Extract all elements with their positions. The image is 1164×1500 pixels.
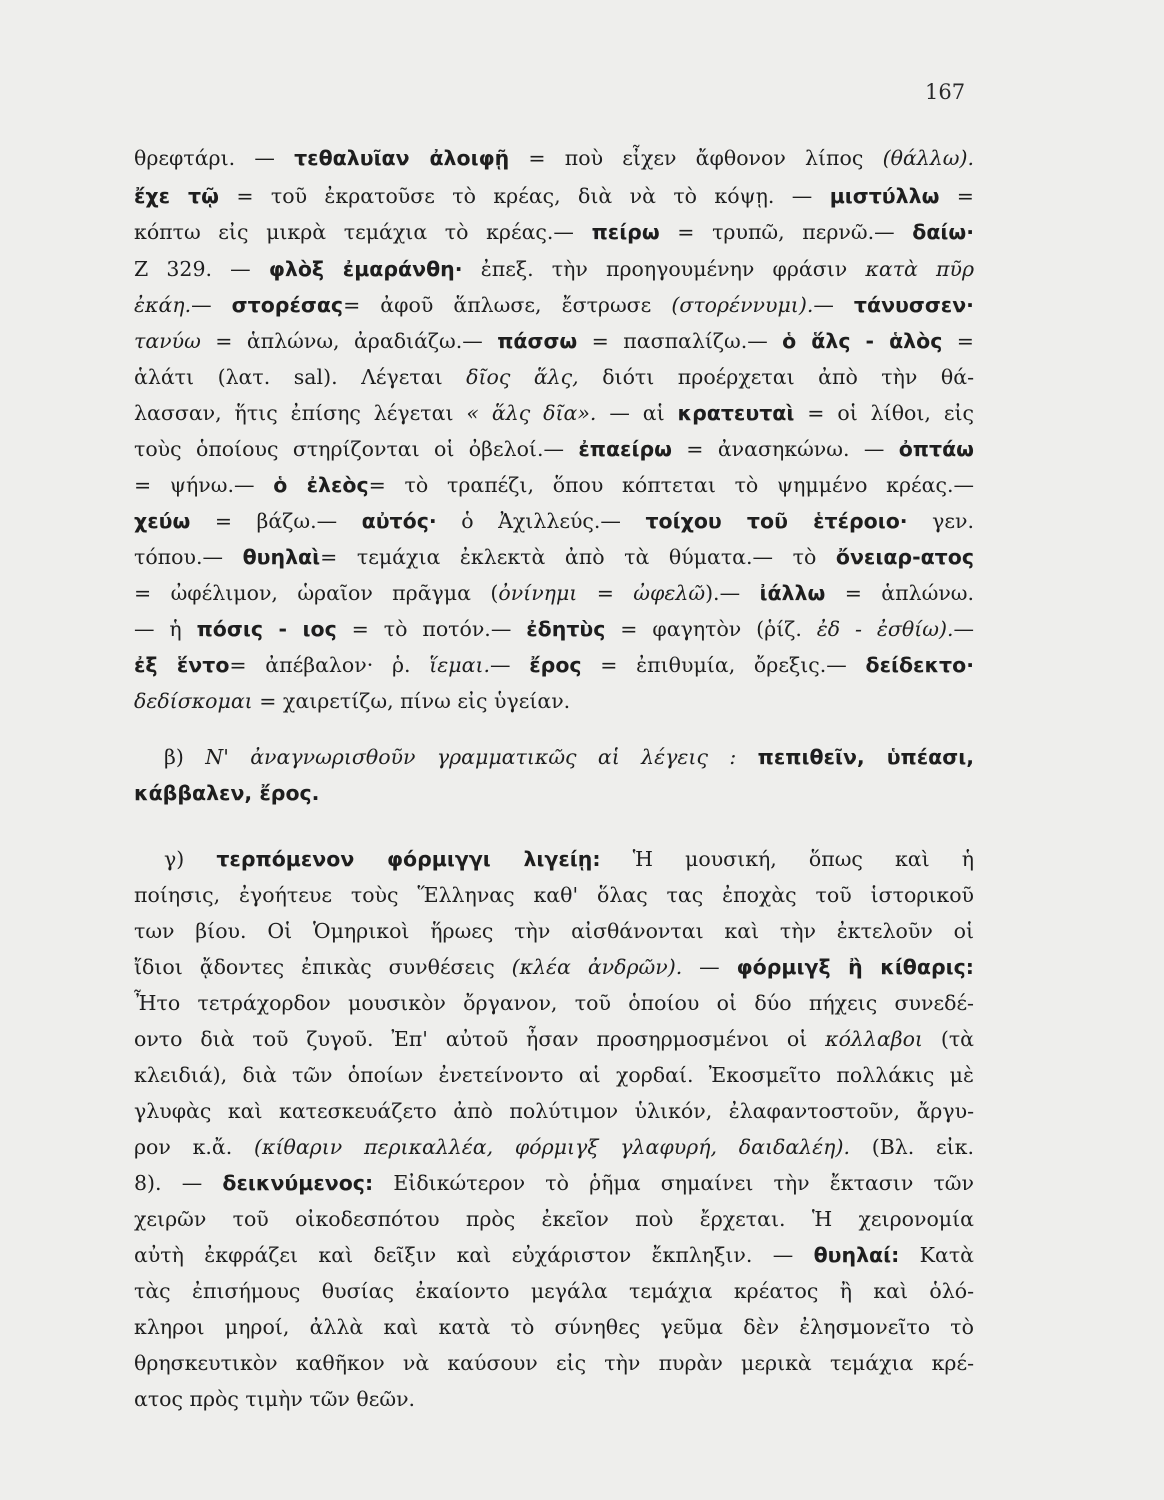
text-line [134,578,974,608]
body-text: ὁ Ἀχιλλεύς.— [436,509,646,533]
text-line [134,614,974,644]
headword: ὄνειαρ-ατος [835,545,974,569]
headword: κάββαλεν, ἔρος. [134,781,320,805]
text-line [134,1060,974,1090]
body-text: ατος πρὸς τιμὴν τῶν θεῶν. [134,1387,416,1411]
body-text: — [490,653,530,677]
headword: τοίχου τοῦ ἑτέροιο· [645,509,908,533]
italic-text: (στορέννυμι). [671,293,814,317]
text-line [134,1276,974,1306]
body-text: ρον κ.ἄ. [134,1135,255,1159]
italic-text: ἐδ - ἐσθίω). [816,617,954,641]
body-text: θρησκευτικὸν καθῆκον νὰ καύσουν εἰς τὴν πυρὰν μερικὰ τεμάχια κρέ- [134,1351,974,1375]
text-line [134,916,974,946]
body-text: = τοῦ ἐκρατοῦσε τὸ κρέας, διὰ νὰ τὸ κόψῃ. — [218,184,830,208]
body-text: = ψήνω.— [134,473,274,497]
body-text: των βίου. Οἱ Ὁμηρικοὶ ἥρωες τὴν αἰσθάνονται καὶ τὴν ἐκτελοῦν οἱ [134,919,974,943]
body-text: = ἀπέβαλον· ῥ. [229,653,430,677]
italic-text: ἐκάη. [134,293,192,317]
body-text: = οἱ λίθοι, εἰς [794,401,974,425]
body-text: γλυφὰς καὶ κατεσκευάζετο ἀπὸ πολύτιμον ὑλικόν, ἐλαφαντοστοῦν, ἄργυ- [134,1099,974,1123]
text-line [134,1132,974,1162]
headword: πεπιθεῖν, ὑπέασι, [757,745,974,769]
body-text: οντο διὰ τοῦ ζυγοῦ. Ἐπ' αὐτοῦ ἦσαν προσηρμοσμένοι οἱ [134,1027,826,1051]
text-line [134,217,974,247]
body-text: θρεφτάρι. — [134,146,295,170]
body-text: — [813,293,854,317]
body-text: = πασπαλίζω.— [577,329,783,353]
body-text: ).— [705,581,760,605]
body-text: διότι προέρχεται ἀπὸ τὴν θά- [578,365,974,389]
text-line [134,290,974,320]
headword: κρατευταὶ [677,401,795,425]
text-line [134,1204,974,1234]
text-line [134,470,974,500]
headword: θυηλαὶ [242,545,321,569]
body-text: = [939,184,974,208]
body-text: κληροι μηροί, ἀλλὰ καὶ κατὰ τὸ σύνηθες γεῦμα δὲν ἐλησμονεῖτο τὸ [134,1315,974,1339]
body-text: Κατὰ [899,1243,974,1267]
headword: ἐπαείρω [578,437,672,461]
body-text: ἁλάτι (λατ. sal). Λέγεται [134,365,467,389]
body-text: ἐπεξ. τὴν προηγουμένην φράσιν [462,257,866,281]
text-line [134,650,974,680]
body-text: = τεμάχια ἐκλεκτὰ ἀπὸ τὰ θύματα.— τὸ [320,545,836,569]
body-text: γεν. [907,509,974,533]
headword: πείρω [591,220,660,244]
headword: αὐτός· [361,509,437,533]
body-text: (Βλ. εἰκ. [849,1135,974,1159]
headword: δαίω· [912,220,974,244]
text-line [134,1384,974,1414]
text-line [134,506,974,536]
body-text: ἴδιοι ᾄδοντες ἐπικὰς συνθέσεις [134,955,512,979]
body-text: τόπου.— [134,545,243,569]
body-text: = τρυπῶ, περνῶ.— [659,220,913,244]
body-text: = βάζω.— [190,509,362,533]
headword: τάνυσσεν· [853,293,974,317]
headword: δείδεκτο· [865,653,974,677]
italic-text: ὀνίνημι = ὠφελῶ [498,581,706,605]
text-line [134,362,974,392]
headword: ἰάλλω [759,581,826,605]
headword: μιστύλλω [829,184,940,208]
headword: πόσις - ιος [196,617,337,641]
italic-text: δῖος ἅλς, [466,365,579,389]
body-text: 8). — [134,1171,223,1195]
body-text: = τὸ τραπέζι, ὅπου κόπτεται τὸ ψημμένο κρέας.— [368,473,974,497]
headword: ὀπτάω [898,437,974,461]
body-text: = ἁπλώνω. [825,581,974,605]
headword: φλὸξ ἐμαράνθη· [268,257,463,281]
text-line [164,742,974,772]
body-text: — ἡ [134,617,197,641]
body-text: = ποὺ εἶχεν ἄφθονον λίπος [509,146,883,170]
body-text: Ζ 329. — [134,257,269,281]
body-text: Εἰδικώτερον τὸ ῥῆμα σημαίνει τὴν ἔκτασιν τῶν [373,1171,974,1195]
body-text: λασσαν, ἥτις ἐπίσης λέγεται [134,401,467,425]
headword: ἔρος [529,653,582,677]
body-text: = ἁπλώνω, ἀραδιάζω.— [200,329,498,353]
text-line [134,1312,974,1342]
text-line [134,686,974,716]
text-line [134,988,974,1018]
body-text: = ἀφοῦ ἅπλωσε, ἔστρωσε [343,293,672,317]
headword: στορέσας [231,293,344,317]
body-text: γ) [164,847,217,871]
page-number: 167 [925,80,966,104]
body-text [736,745,757,769]
body-text: = χαιρετίζω, πίνω εἰς ὑγείαν. [252,689,571,713]
text-line [134,542,974,572]
text-line [134,254,974,284]
body-text: αὐτὴ ἐκφράζει καὶ δεῖξιν καὶ εὐχάριστον ἔκπληξιν. — [134,1243,814,1267]
italic-text: τανύω [134,329,201,353]
body-text: τὰς ἐπισήμους θυσίας ἐκαίοντο μεγάλα τεμάχια κρέατος ἢ καὶ ὁλό- [134,1279,974,1303]
text-line [164,844,974,874]
headword: τερπόμενον φόρμιγγι λιγείῃ: [216,847,601,871]
body-text: = [942,329,974,353]
body-text: — [191,293,232,317]
text-line [134,1168,974,1198]
text-line [134,181,974,211]
headword: δεικνύμενος: [222,1171,374,1195]
text-line [134,1024,974,1054]
italic-text: κόλλαβοι [825,1027,923,1051]
text-line [134,326,974,356]
italic-text: (κίθαριν περικαλλέα, φόρμιγξ γλαφυρή, δαιδαλέη). [254,1135,850,1159]
body-text: τοὺς ὁποίους στηρίζονται οἱ ὀβελοί.— [134,437,579,461]
headword: τεθαλυῖαν ἀλοιφῇ [294,146,510,170]
headword: φόρμιγξ ἢ κίθαρις: [736,955,974,979]
body-text: = ὠφέλιμον, ὡραῖον πρᾶγμα ( [134,581,499,605]
italic-text: (κλέα ἀνδρῶν). [511,955,683,979]
headword: ἐξ ἕντο [134,653,230,677]
text-line [134,143,974,173]
text-line [134,434,974,464]
body-text: = ἀνασηκώνω. — [671,437,899,461]
body-text: β) [164,745,206,769]
italic-text: Ν' ἀναγνωρισθοῦν γραμματικῶς αἱ λέγεις : [205,745,737,769]
body-text: Ἦτο τετράχορδον μουσικὸν ὄργανον, τοῦ ὁποίου οἱ δύο πήχεις συνεδέ- [134,991,974,1015]
headword: πάσσω [497,329,578,353]
body-text: — [953,617,974,641]
body-text: — αἱ [596,401,678,425]
text-line [134,880,974,910]
body-text: (τὰ [922,1027,974,1051]
headword: ἔχε τῷ [134,184,219,208]
body-text: κλειδιά), διὰ τῶν ὁποίων ἐνετείνοντο αἱ χορδαί. Ἐκοσμεῖτο πολλάκις μὲ [134,1063,974,1087]
text-line [134,1348,974,1378]
headword: θυηλαί: [813,1243,900,1267]
italic-text: δεδίσκομαι [134,689,253,713]
italic-text: κατὰ πῦρ [865,257,974,281]
body-text: = φαγητὸν (ῥίζ. [605,617,817,641]
text-line [134,1096,974,1126]
body-text: κόπτω εἰς μικρὰ τεμάχια τὸ κρέας.— [134,220,592,244]
headword: χεύω [134,509,191,533]
italic-text: (θάλλω). [882,146,974,170]
body-text: χειρῶν τοῦ οἰκοδεσπότου πρὸς ἐκεῖον ποὺ ἔρχεται. Ἡ χειρονομία [134,1207,974,1231]
text-line [134,1240,974,1270]
body-text: Ἡ μουσική, ὅπως καὶ ἡ [600,847,974,871]
headword: ὁ ἅλς - ἁλὸς [782,329,943,353]
italic-text: ἵεμαι. [429,653,491,677]
headword: ἐδητὺς [526,617,606,641]
text-line [134,952,974,982]
body-text: = ἐπιθυμία, ὄρεξις.— [581,653,866,677]
body-text: ποίησις, ἐγοήτευε τοὺς Ἕλληνας καθ' ὅλας τας ἐποχὰς τοῦ ἱστορικοῦ [134,883,974,907]
body-text: = τὸ ποτόν.— [336,617,527,641]
text-line [134,398,974,428]
text-line [134,778,974,808]
headword: ὁ ἐλεὸς [273,473,369,497]
italic-text: « ἅλς δῖα». [466,401,597,425]
body-text: — [682,955,737,979]
